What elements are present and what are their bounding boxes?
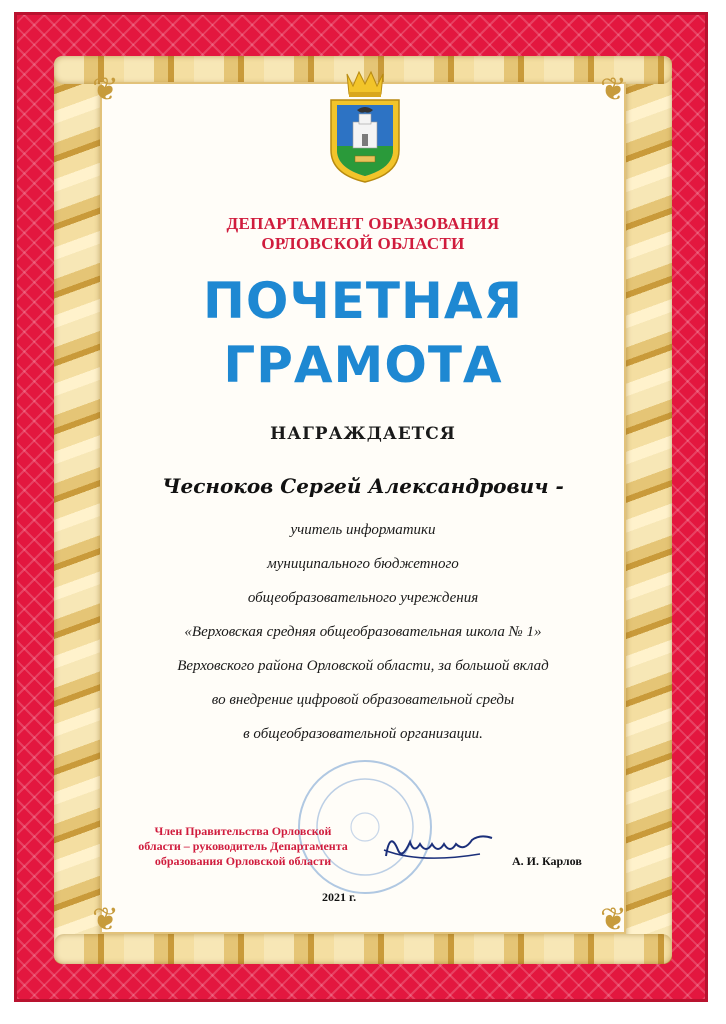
citation-line: «Верховская средняя общеобразовательная школа № 1» <box>184 624 542 640</box>
citation-line: Верховского района Орловской области, за большой вклад <box>177 658 549 674</box>
citation-line: в общеобразовательной организации. <box>243 726 483 742</box>
awarded-label: НАГРАЖДАЕТСЯ <box>270 424 456 444</box>
citation-line: во внедрение цифровой образовательной среды <box>211 692 515 708</box>
coat-of-arms-icon <box>325 70 405 184</box>
laurel-icon: ❦ <box>92 901 119 937</box>
title-line-2: ГРАМОТА <box>223 336 503 394</box>
laurel-icon: ❦ <box>600 901 627 937</box>
department-line-2: ОРЛОВСКОЙ ОБЛАСТИ <box>261 234 465 253</box>
citation-line: учитель информатики <box>290 522 436 538</box>
gold-ribbon-right <box>626 56 672 964</box>
recipient-name: Чесноков Сергей Александрович - <box>162 474 564 498</box>
signer-title-line: образования Орловской области <box>154 854 332 868</box>
department-line-1: ДЕПАРТАМЕНТ ОБРАЗОВАНИЯ <box>226 214 500 233</box>
laurel-icon: ❦ <box>92 71 119 107</box>
citation-line: муниципального бюджетного <box>267 556 459 572</box>
laurel-icon: ❦ <box>600 71 627 107</box>
signer-name: А. И. Карлов <box>512 854 582 868</box>
signer-title-line: Член Правительства Орловской <box>154 824 332 838</box>
issue-year: 2021 г. <box>322 890 357 904</box>
signer-title-line: области – руководитель Департамента <box>138 839 348 853</box>
citation-line: общеобразовательного учреждения <box>247 590 479 606</box>
gold-ribbon-bottom <box>54 934 672 964</box>
title-line-1: ПОЧЕТНАЯ <box>202 272 524 330</box>
signature-icon <box>380 820 500 870</box>
signer-title <box>118 824 368 869</box>
gold-ribbon-left <box>54 56 100 964</box>
